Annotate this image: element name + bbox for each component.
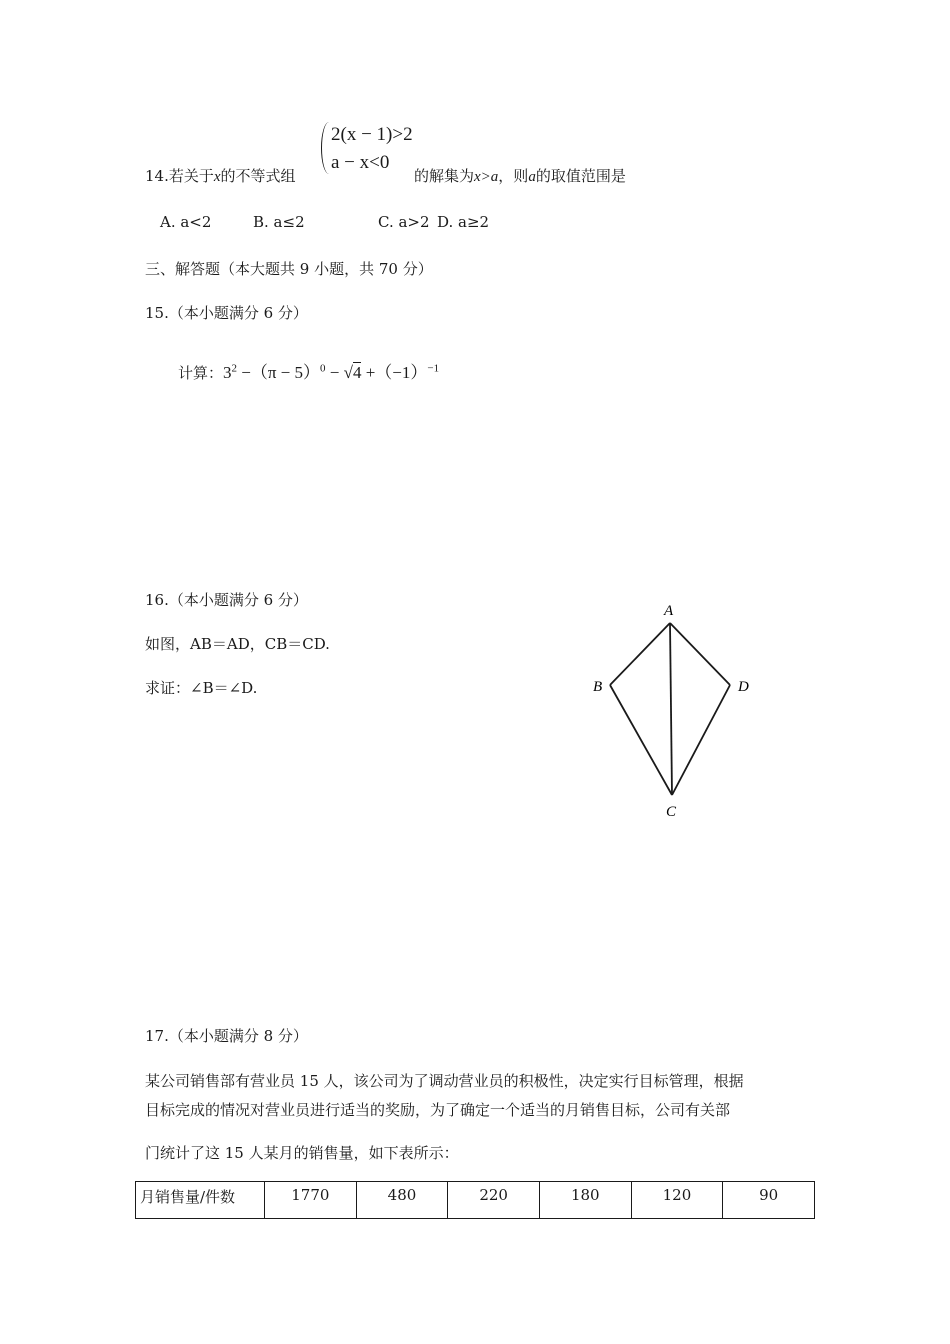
q15-exp-neg1: −1 bbox=[427, 362, 440, 375]
q15-neg-one-term: +（−1） bbox=[361, 363, 428, 382]
q15-exp-0: 0 bbox=[320, 362, 326, 375]
q15-expression bbox=[178, 358, 439, 383]
q15-pi-term: −（π − 5） bbox=[237, 363, 321, 382]
q16-given: 如图，AB＝AD，CB＝CD. bbox=[145, 635, 330, 653]
q14-option-b: B. a≤2 bbox=[253, 213, 305, 231]
inequality-line-1: 2(x − 1)>2 bbox=[331, 124, 413, 145]
section-3-heading: 三、解答题（本大题共 9 小题，共 70 分） bbox=[145, 260, 433, 278]
segment-ad bbox=[670, 623, 730, 685]
vertex-label-d: D bbox=[738, 679, 749, 695]
table-cell: 480 bbox=[356, 1182, 448, 1219]
q14-option-c: C. a>2 bbox=[378, 213, 430, 231]
q14-stem-a: 若关于 bbox=[168, 167, 214, 185]
q15-minus: − bbox=[325, 363, 344, 382]
q14-var-x: x bbox=[213, 169, 221, 185]
vertex-label-b: B bbox=[593, 679, 603, 695]
q14-var-a: a bbox=[528, 169, 536, 185]
q15-label: 计算： bbox=[178, 364, 224, 382]
q15-sqrt-value: 4 bbox=[352, 363, 362, 382]
q17-paragraph-2: 目标完成的情况对营业员进行适当的奖励，为了确定一个适当的月销售目标，公司有关部 bbox=[145, 1101, 731, 1119]
segment-bc bbox=[610, 685, 672, 795]
q16-header: 16.（本小题满分 6 分） bbox=[145, 591, 308, 609]
system-brace bbox=[321, 122, 330, 174]
sales-table bbox=[135, 1181, 815, 1219]
q14-stem bbox=[145, 165, 296, 186]
table-cell: 90 bbox=[723, 1182, 815, 1219]
segment-dc bbox=[672, 685, 730, 795]
table-cell: 180 bbox=[539, 1182, 631, 1219]
q17-header: 17.（本小题满分 8 分） bbox=[145, 1027, 308, 1045]
q15-exp-2: 2 bbox=[231, 362, 238, 375]
segment-ac bbox=[670, 623, 672, 795]
vertex-label-a: A bbox=[664, 603, 674, 619]
segment-ab bbox=[610, 623, 670, 685]
table-cell: 220 bbox=[448, 1182, 540, 1219]
q16-prove: 求证：∠B＝∠D. bbox=[145, 679, 258, 697]
table-header-cell: 月销售量/件数 bbox=[136, 1182, 265, 1219]
q14-stem-tail bbox=[414, 165, 626, 186]
table-row bbox=[136, 1182, 815, 1219]
q14-stem-e: 的取值范围是 bbox=[535, 167, 626, 185]
q14-stem-c: 的解集为 bbox=[414, 167, 475, 185]
q14-stem-b: 的不等式组 bbox=[220, 167, 296, 185]
q14-option-a: A. a<2 bbox=[160, 213, 212, 231]
q17-paragraph-3: 门统计了这 15 人某月的销售量，如下表所示： bbox=[145, 1144, 459, 1162]
kite-diagram bbox=[570, 595, 810, 825]
table-cell: 1770 bbox=[265, 1182, 357, 1219]
q15-base-3: 3 bbox=[223, 363, 232, 382]
q14-condition: x>a bbox=[474, 169, 499, 185]
q17-paragraph-1: 某公司销售部有营业员 15 人，该公司为了调动营业员的积极性，决定实行目标管理，根据 bbox=[145, 1072, 744, 1090]
inequality-line-2: a − x<0 bbox=[331, 152, 390, 173]
table-cell: 120 bbox=[631, 1182, 723, 1219]
vertex-label-c: C bbox=[666, 804, 677, 820]
q14-option-d: D. a≥2 bbox=[437, 213, 490, 231]
q14-stem-d: ，则 bbox=[498, 167, 529, 185]
q15-header: 15.（本小题满分 6 分） bbox=[145, 304, 308, 322]
q14-number: 14. bbox=[145, 167, 169, 185]
sqrt-icon: √ bbox=[343, 363, 353, 382]
